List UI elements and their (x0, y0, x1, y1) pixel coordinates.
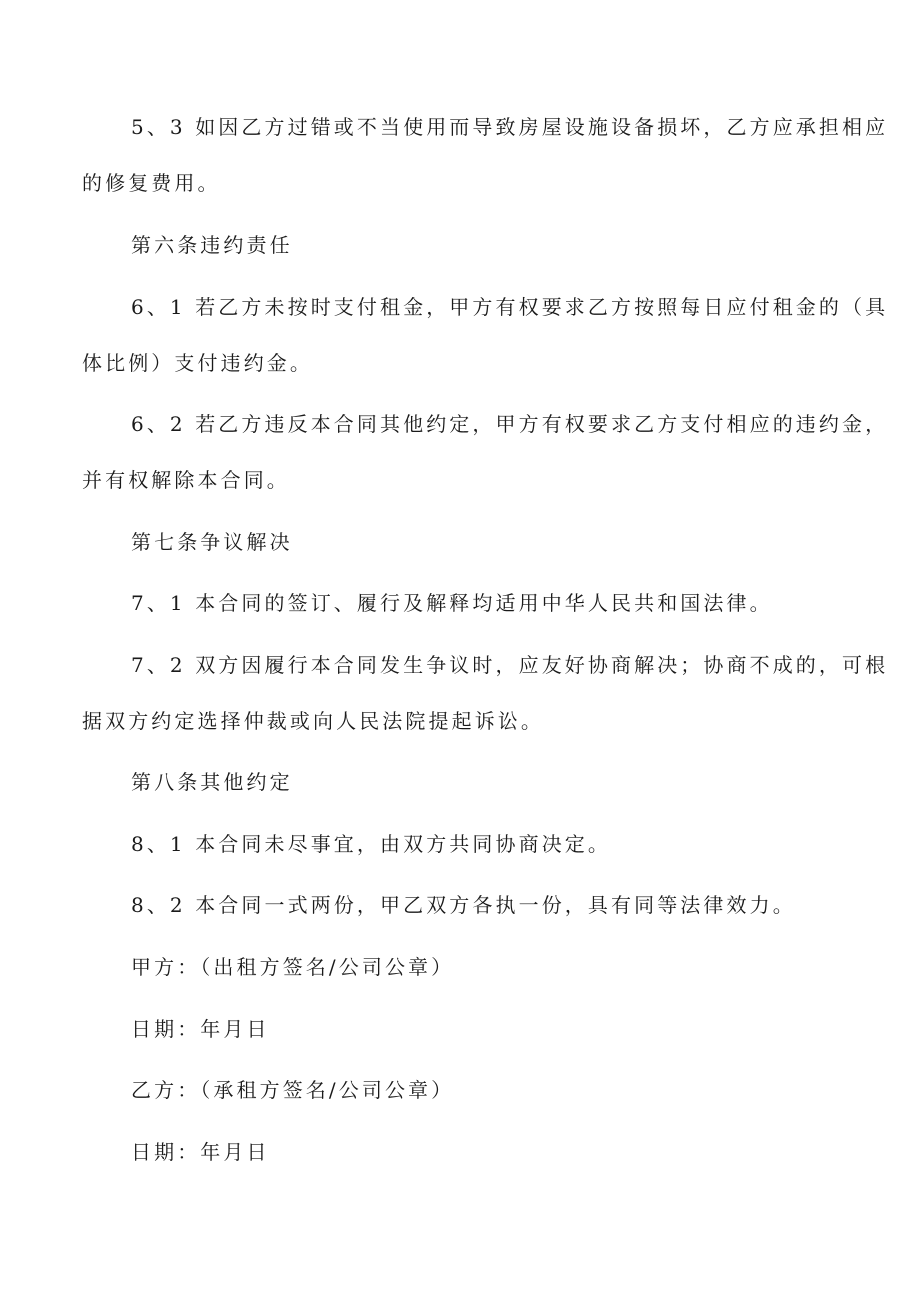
article-6-heading: 第六条违约责任 (131, 233, 293, 257)
party-a-date: 日期：年月日 (131, 1017, 270, 1041)
party-a-signature: 甲方：（出租方签名/公司公章） (131, 955, 455, 979)
clause-8-2-line-1: 8、2 本合同一式两份，甲乙双方各执一份，具有同等法律效力。 (131, 893, 796, 917)
clause-6-2-line-2: 并有权解除本合同。 (82, 468, 290, 492)
clause-7-1-line-1: 7、1 本合同的签订、履行及解释均适用中华人民共和国法律。 (131, 591, 773, 615)
clause-5-3-line-1: 5、3 如因乙方过错或不当使用而导致房屋设施设备损坏，乙方应承担相应 (131, 115, 889, 139)
clause-8-1-line-1: 8、1 本合同未尽事宜，由双方共同协商决定。 (131, 832, 612, 856)
clause-6-1-line-1: 6、1 若乙方未按时支付租金，甲方有权要求乙方按照每日应付租金的（具 (131, 295, 889, 319)
party-b-signature: 乙方：（承租方签名/公司公章） (131, 1078, 455, 1102)
clause-6-1-line-2: 体比例）支付违约金。 (82, 351, 313, 375)
article-7-heading: 第七条争议解决 (131, 530, 293, 554)
clause-7-2-line-2: 据双方约定选择仲裁或向人民法院提起诉讼。 (82, 709, 544, 733)
clause-7-2-line-1: 7、2 双方因履行本合同发生争议时，应友好协商解决；协商不成的，可根 (131, 653, 889, 677)
clause-6-2-line-1: 6、2 若乙方违反本合同其他约定，甲方有权要求乙方支付相应的违约金， (131, 412, 889, 436)
clause-5-3-line-2: 的修复费用。 (82, 171, 221, 195)
article-8-heading: 第八条其他约定 (131, 770, 293, 794)
party-b-date: 日期：年月日 (131, 1140, 270, 1164)
